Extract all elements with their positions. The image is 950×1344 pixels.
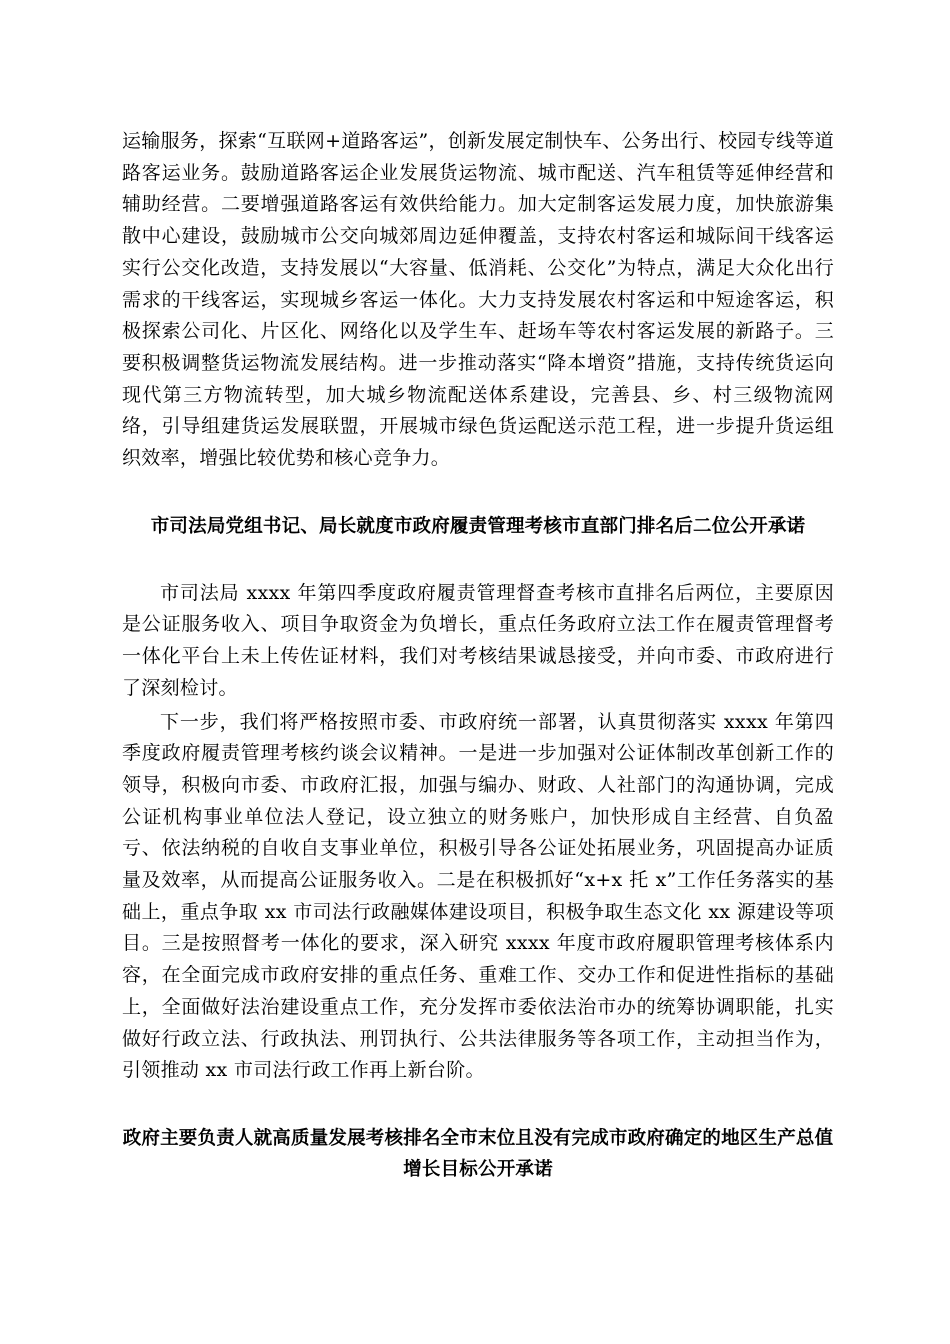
- body-paragraph: 市司法局 xxxx 年第四季度政府履责管理督查考核市直排名后两位，主要原因是公证服务收入、项目争取资金为负增长，重点任务政府立法工作在履责管理督考一体化平台上未上传佐证材料，我们对考核结果诚恳接受，并向市委、市政府进行了深刻检讨。: [122, 581, 834, 699]
- body-paragraph: 运输服务，探索“互联网+道路客运”，创新发展定制快车、公务出行、校园专线等道路客运业务。鼓励道路客运企业发展货运物流、城市配送、汽车租赁等延伸经营和辅助经营。二要增强道路客运有效供给能力。加大定制客运发展力度，加快旅游集散中心建设，鼓励城市公交向城郊周边延伸覆盖，支持农村客运和城际间干线客运实行公交化改造，支持发展以“大容量、低消耗、公交化”为特点，满足大众化出行需求的干线客运，实现城乡客运一体化。大力支持发展农村客运和中短途客运，积极探索公司化、片区化、网络化以及学生车、赶场车等农村客运发展的新路子。三要积极调整货运物流发展结构。进一步推动落实“降本增资”措施，支持传统货运向现代第三方物流转型，加大城乡物流配送体系建设，完善县、乡、村三级物流网络，引导组建货运发展联盟，开展城市绿色货运配送示范工程，进一步提升货运组织效率，增强比较优势和核心竞争力。: [122, 130, 834, 470]
- section-heading: 市司法局党组书记、局长就度市政府履责管理考核市直部门排名后二位公开承诺: [150, 515, 806, 537]
- section-heading: 政府主要负责人就高质量发展考核排名全市末位且没有完成市政府确定的地区生产总值增长目标公开承诺: [122, 1127, 834, 1180]
- document-page: [122, 126, 834, 1185]
- body-paragraph: 下一步，我们将严格按照市委、市政府统一部署，认真贯彻落实 xxxx 年第四季度政府履责管理考核约谈会议精神。一是进一步加强对公证体制改革创新工作的领导，积极向市委、市政府汇报，加强与编办、财政、人社部门的沟通协调，完成公证机构事业单位法人登记，设立独立的财务账户，加快形成自主经营、自负盈亏、依法纳税的自收自支事业单位，积极引导各公证处拓展业务，巩固提高办证质量及效率，从而提高公证服务收入。二是在积极抓好“x+x 托 x”工作任务落实的基础上，重点争取 xx 市司法行政融媒体建设项目，积极争取生态文化 xx 源建设等项目。三是按照督考一体化的要求，深入研究 xxxx 年度市政府履职管理考核体系内容，在全面完成市政府安排的重点任务、重难工作、交办工作和促进性指标的基础上，全面做好法治建设重点工作，充分发挥市委依法治市办的统筹协调职能，扎实做好行政立法、行政执法、刑罚执行、公共法律服务等各项工作，主动担当作为，引领推动 xx 市司法行政工作再上新台阶。: [122, 710, 834, 1082]
